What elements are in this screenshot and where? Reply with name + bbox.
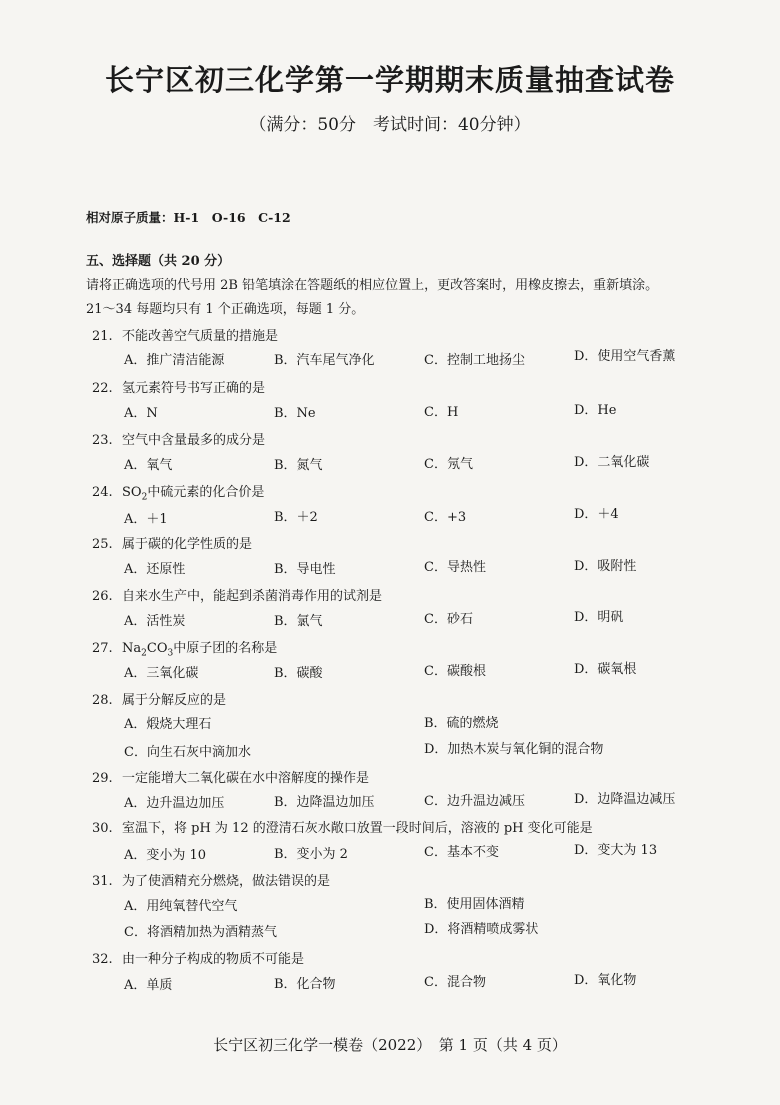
question-text: 空气中含量最多的成分是 xyxy=(122,433,266,448)
question-number: 24. xyxy=(92,485,113,500)
question-number: 32. xyxy=(92,952,113,967)
question-stem xyxy=(92,948,304,967)
option-b: B．汽车尾气净化 xyxy=(274,353,375,368)
question-text: 由一种分子构成的物质不可能是 xyxy=(122,952,305,967)
question-text: 中硫元素的化合价是 xyxy=(147,485,265,500)
option-a: A．变小为 10 xyxy=(124,848,207,863)
question-number: 22. xyxy=(92,381,113,396)
question-text: 为了使酒精充分燃烧，做法错误的是 xyxy=(122,874,331,889)
formula-subscript: 2 xyxy=(141,648,147,659)
page-footer: 长宁区初三化学一模卷（2022） 第 1 页（共 4 页） xyxy=(213,1036,567,1054)
question-stem xyxy=(92,637,277,659)
option-b: B．导电性 xyxy=(274,562,336,577)
formula-so: SO xyxy=(122,485,142,500)
question-number: 28. xyxy=(92,693,113,708)
formula-co: CO xyxy=(146,641,168,656)
formula-na: Na xyxy=(122,641,142,656)
option-c: C．边升温边减压 xyxy=(424,794,525,809)
option-c: C．砂石 xyxy=(424,612,473,627)
question-text: 中原子团的名称是 xyxy=(173,641,278,656)
question-text: 不能改善空气质量的措施是 xyxy=(122,329,279,344)
option-b: B．碳酸 xyxy=(274,666,323,681)
option-a: A．氧气 xyxy=(124,458,173,473)
option-d: D．＋4 xyxy=(574,507,619,522)
instruction-line-1: 请将正确选项的代号用 2B 铅笔填涂在答题纸的相应位置上，更改答案时，用橡皮擦去，重新填涂。 xyxy=(86,278,659,293)
question-stem xyxy=(92,325,278,344)
option-d: D．加热木炭与氧化铜的混合物 xyxy=(424,742,604,757)
option-a: A．＋1 xyxy=(124,512,168,527)
question-text: 一定能增大二氧化碳在水中溶解度的操作是 xyxy=(122,771,370,786)
question-number: 21. xyxy=(92,329,113,344)
question-stem xyxy=(92,377,265,396)
question-stem xyxy=(92,767,369,786)
option-a: A．边升温边加压 xyxy=(124,796,225,811)
option-c: C．氖气 xyxy=(424,457,473,472)
option-c: C．碳酸根 xyxy=(424,664,486,679)
question-number: 26. xyxy=(92,589,113,604)
option-b: B．使用固体酒精 xyxy=(424,897,525,912)
option-c: C．H xyxy=(424,405,459,420)
question-text: 属于碳的化学性质的是 xyxy=(122,537,253,552)
option-a: A．用纯氧替代空气 xyxy=(124,899,238,914)
option-d: D．变大为 13 xyxy=(574,843,658,858)
question-text: 室温下，将 pH 为 12 的澄清石灰水敞口放置一段时间后，溶液的 pH 变化可能是 xyxy=(122,821,593,836)
option-a: A．还原性 xyxy=(124,562,186,577)
option-c: C．控制工地扬尘 xyxy=(424,353,525,368)
option-d: D．将酒精喷成雾状 xyxy=(424,922,539,937)
option-b: B．＋2 xyxy=(274,510,318,525)
exam-subtitle: （满分：50分 考试时间：40分钟） xyxy=(249,115,531,135)
option-a: A．三氧化碳 xyxy=(124,666,199,681)
option-a: A．活性炭 xyxy=(124,614,186,629)
exam-title: 长宁区初三化学第一学期期末质量抽查试卷 xyxy=(104,63,675,97)
option-c: C．向生石灰中滴加水 xyxy=(124,745,251,760)
option-c: C．基本不变 xyxy=(424,845,499,860)
instruction-line-2: 21～34 每题均只有 1 个正确选项，每题 1 分。 xyxy=(86,302,365,317)
option-c: C．混合物 xyxy=(424,975,486,990)
question-text: 属于分解反应的是 xyxy=(122,693,227,708)
option-b: B．变小为 2 xyxy=(274,847,348,862)
formula-subscript: 2 xyxy=(141,492,148,503)
section-title: 五、选择题（共 20 分） xyxy=(86,254,231,269)
question-stem xyxy=(92,481,264,503)
question-stem xyxy=(92,689,226,708)
option-a: A．N xyxy=(124,406,158,421)
question-stem xyxy=(92,817,593,836)
question-stem xyxy=(92,533,252,552)
formula-subscript: 3 xyxy=(167,648,174,659)
question-text: 氢元素符号书写正确的是 xyxy=(122,381,266,396)
option-d: D．二氧化碳 xyxy=(574,455,650,470)
option-d: D．He xyxy=(574,403,617,418)
option-d: D．吸附性 xyxy=(574,559,637,574)
option-a: A．煅烧大理石 xyxy=(124,717,212,732)
option-d: D．使用空气香薰 xyxy=(574,349,676,364)
relative-atomic-masses: 相对原子质量：H-1 O-16 C-12 xyxy=(86,210,291,225)
option-b: B．氯气 xyxy=(274,614,323,629)
option-d: D．边降温边减压 xyxy=(574,792,676,807)
question-number: 29. xyxy=(92,771,113,786)
option-d: D．明矾 xyxy=(574,610,624,625)
question-number: 27. xyxy=(92,641,113,656)
question-text: 自来水生产中，能起到杀菌消毒作用的试剂是 xyxy=(122,589,383,604)
question-number: 31. xyxy=(92,874,113,889)
option-c: C．导热性 xyxy=(424,560,486,575)
question-stem xyxy=(92,585,382,604)
question-number: 30. xyxy=(92,821,113,836)
option-b: B．化合物 xyxy=(274,977,336,992)
question-stem xyxy=(92,870,330,889)
question-stem xyxy=(92,429,265,448)
option-a: A．单质 xyxy=(124,978,173,993)
option-b: B．氮气 xyxy=(274,458,323,473)
option-b: B．硫的燃烧 xyxy=(424,716,499,731)
option-d: D．氧化物 xyxy=(574,973,637,988)
option-d: D．碳氧根 xyxy=(574,662,637,677)
option-b: B．Ne xyxy=(274,406,316,421)
question-number: 23. xyxy=(92,433,113,448)
option-c: C．+3 xyxy=(424,510,467,525)
option-a: A．推广清洁能源 xyxy=(124,353,225,368)
option-b: B．边降温边加压 xyxy=(274,795,375,810)
option-c: C．将酒精加热为酒精蒸气 xyxy=(124,925,277,940)
question-number: 25. xyxy=(92,537,113,552)
